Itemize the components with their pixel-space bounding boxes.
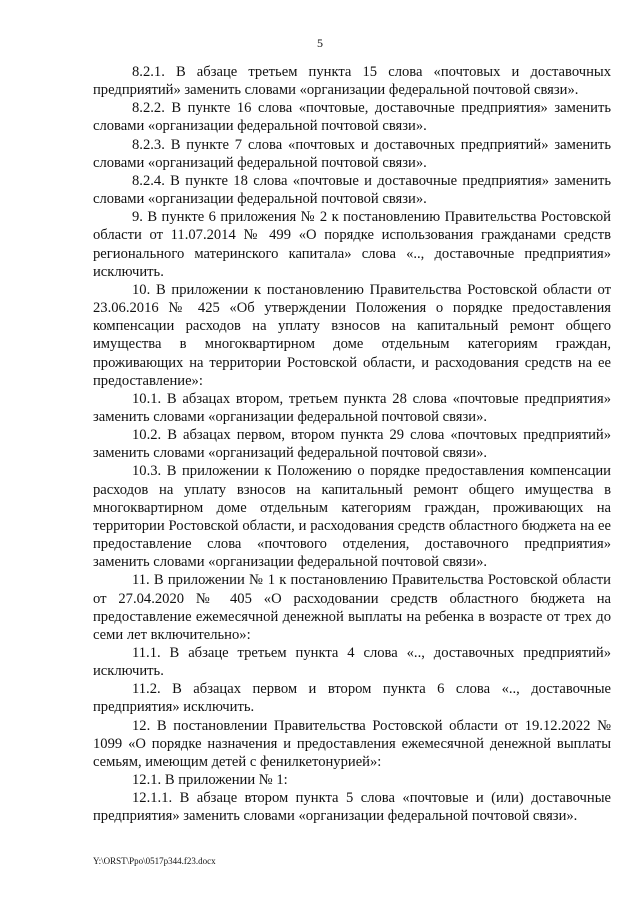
- page-number: 5: [317, 36, 323, 50]
- paragraph-12-1: 12.1. В приложении № 1:: [132, 772, 288, 789]
- paragraph-8-2-1: 8.2.1. В абзаце третьем пункта 15 слова «почтовых и доставочных предприятий» заменить словами «организации федеральной почтовой связи».: [93, 64, 611, 99]
- paragraph-10: 10. В приложении к постановлению Правительства Ростовской области от 23.06.2016 № 425 «Об утверждении Положения о порядке предоставления компенсации расходов на уплату взносов на капитальный ремонт общего имущества в многоквартирном доме отдельным категориям граждан, проживающих на территории Ростовской области, и расходования средств на ее предоставление»:: [93, 281, 611, 389]
- paragraph-10-2: 10.2. В абзацах первом, втором пункта 29 слова «почтовых предприятий» заменить словами «организаций федеральной почтовой связи».: [93, 427, 611, 462]
- paragraph-8-2-2: 8.2.2. В пункте 16 слова «почтовые, доставочные предприятия» заменить словами «организации федеральной почтовой связи».: [93, 100, 611, 135]
- paragraph-11: 11. В приложении № 1 к постановлению Правительства Ростовской области от 27.04.2020 № 405 «О расходовании средств областного бюджета на предоставление ежемесячной денежной выплаты на ребенка в возрасте от трех до семи лет включительно»:: [93, 572, 611, 643]
- paragraph-11-1: 11.1. В абзаце третьем пункта 4 слова «.., доставочных предприятий» исключить.: [93, 645, 611, 680]
- paragraph-12: 12. В постановлении Правительства Ростовской области от 19.12.2022 № 1099 «О порядке назначения и предоставления ежемесячной денежной выплаты семьям, имеющим детей с фенилкетонурией»:: [93, 717, 611, 770]
- paragraph-9: 9. В пункте 6 приложения № 2 к постановлению Правительства Ростовской области от 11.07.2014 № 499 «О порядке использования гражданами средств регионального материнского капитала» слова «.., доставочные предприятия» исключить.: [93, 209, 611, 280]
- paragraph-10-1: 10.1. В абзацах втором, третьем пункта 28 слова «почтовые предприятия» заменить словами «организации федеральной почтовой связи».: [93, 390, 611, 425]
- paragraph-11-2: 11.2. В абзацах первом и втором пункта 6 слова «.., доставочные предприятия» исключить.: [93, 681, 611, 716]
- paragraph-10-3: 10.3. В приложении к Положению о порядке предоставления компенсации расходов на уплату взносов на капитальный ремонт общего имущества в многоквартирном доме отдельным категориям граждан, проживающих на территории Ростовской области, и расходования средств областного бюджета на ее предоставление слова «почтового отделения, доставочного предприятия» заменить словами «организации федеральной почтовой связи».: [93, 463, 611, 571]
- paragraph-8-2-3: 8.2.3. В пункте 7 слова «почтовых и доставочных предприятий» заменить словами «организаций федеральной почтовой связи».: [93, 136, 611, 171]
- footer-file-path: Y:\ORST\Ppo\0517p344.f23.docx: [93, 856, 216, 866]
- document-body: [93, 63, 611, 826]
- paragraph-8-2-4: 8.2.4. В пункте 18 слова «почтовые и доставочные предприятия» заменить словами «организации федеральной почтовой связи».: [93, 172, 611, 208]
- paragraph-12-1-1: 12.1.1. В абзаце втором пункта 5 слова «почтовые и (или) доставочные предприятия» заменить словами «организации федеральной почтовой связи».: [93, 790, 611, 825]
